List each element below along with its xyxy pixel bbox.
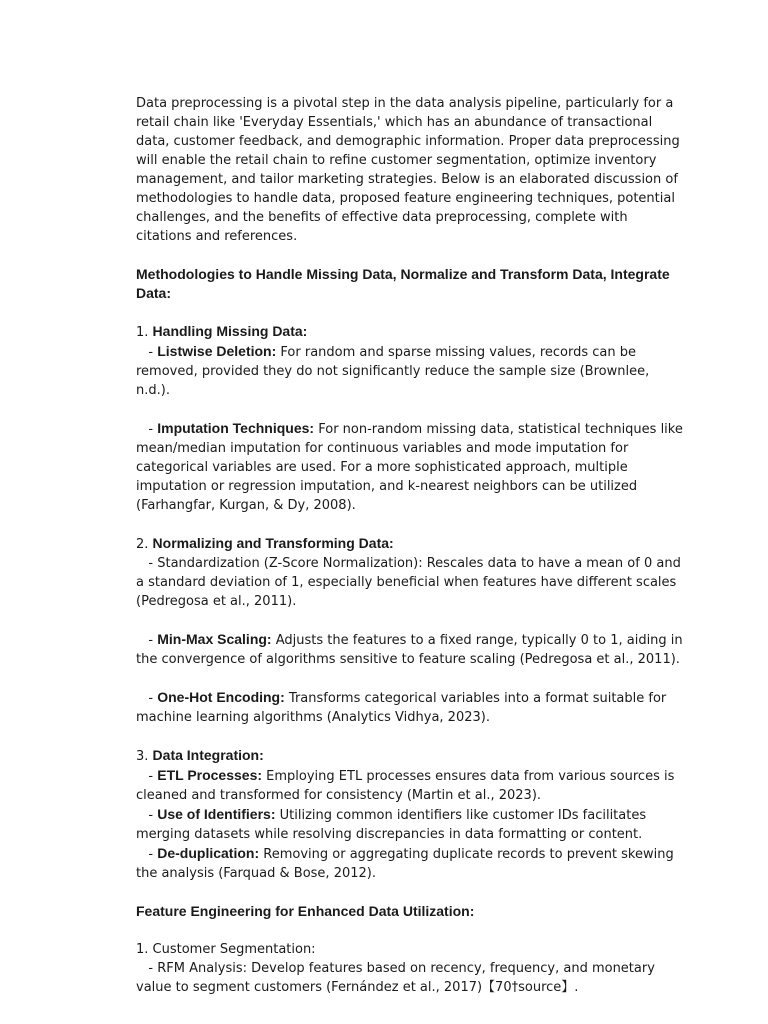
list-item: - Standardization (Z-Score Normalization): Rescales data to have a mean of 0 and a standard deviation of 1, especially beneficial when features have different scales (Pedregosa et al., 2011). (136, 556, 681, 609)
list-item: - ETL Processes: Employing ETL processes ensures data from various sources is cleaned and transformed for consistency (Martin et al., 2023). (136, 767, 675, 803)
list-item: - RFM Analysis: Develop features based on recency, frequency, and monetary value to segment customers (Fernández et al., 2017)【70†source】. (136, 961, 655, 995)
section-title: 3. Data Integration: (136, 747, 264, 764)
methodologies-heading: Methodologies to Handle Missing Data, Normalize and Transform Data, Integrate Data: (136, 266, 670, 301)
list-item: - One-Hot Encoding: Transforms categorical variables into a format suitable for machine learning algorithms (Analytics Vidhya, 2023). (136, 689, 667, 725)
section-data-integration (136, 746, 684, 883)
document-page (136, 94, 684, 1016)
section-customer-segmentation (136, 940, 684, 997)
intro-paragraph: Data preprocessing is a pivotal step in the data analysis pipeline, particularly for a retail chain like 'Everyday Essentials,' which has an abundance of transactional data, customer feedback, and demographic information. Proper data preprocessing will enable the retail chain to refine customer segmentation, optimize inventory management, and tailor marketing strategies. Below is an elaborated discussion of methodologies to handle data, proposed feature engineering techniques, potential challenges, and the benefits of effective data preprocessing, complete with citations and references. (136, 96, 680, 244)
list-item: - Imputation Techniques: For non-random missing data, statistical techniques like mean/median imputation for continuous variables and mode imputation for categorical variables are used. For a more sophisticated approach, multiple imputation or regression imputation, and k-nearest neighbors can be utilized (Farhangfar, Kurgan, & Dy, 2008). (136, 420, 683, 513)
feature-engineering-heading: Feature Engineering for Enhanced Data Utilization: (136, 903, 475, 919)
section-title: 2. Normalizing and Transforming Data: (136, 535, 394, 552)
section-title: 1. Handling Missing Data: (136, 323, 308, 340)
section-title: 1. Customer Segmentation: (136, 942, 316, 957)
list-item: - Use of Identifiers: Utilizing common identifiers like customer IDs facilitates merging datasets while resolving discrepancies in data formatting or content. (136, 806, 647, 842)
section-handling-missing-data (136, 322, 684, 515)
list-item: - Listwise Deletion: For random and sparse missing values, records can be removed, provided they do not significantly reduce the sample size (Brownlee, n.d.). (136, 343, 650, 398)
list-item: - Min-Max Scaling: Adjusts the features to a fixed range, typically 0 to 1, aiding in the convergence of algorithms sensitive to feature scaling (Pedregosa et al., 2011). (136, 631, 683, 667)
list-item: - De-duplication: Removing or aggregating duplicate records to prevent skewing the analysis (Farquad & Bose, 2012). (136, 845, 674, 881)
section-normalizing-data (136, 534, 684, 727)
